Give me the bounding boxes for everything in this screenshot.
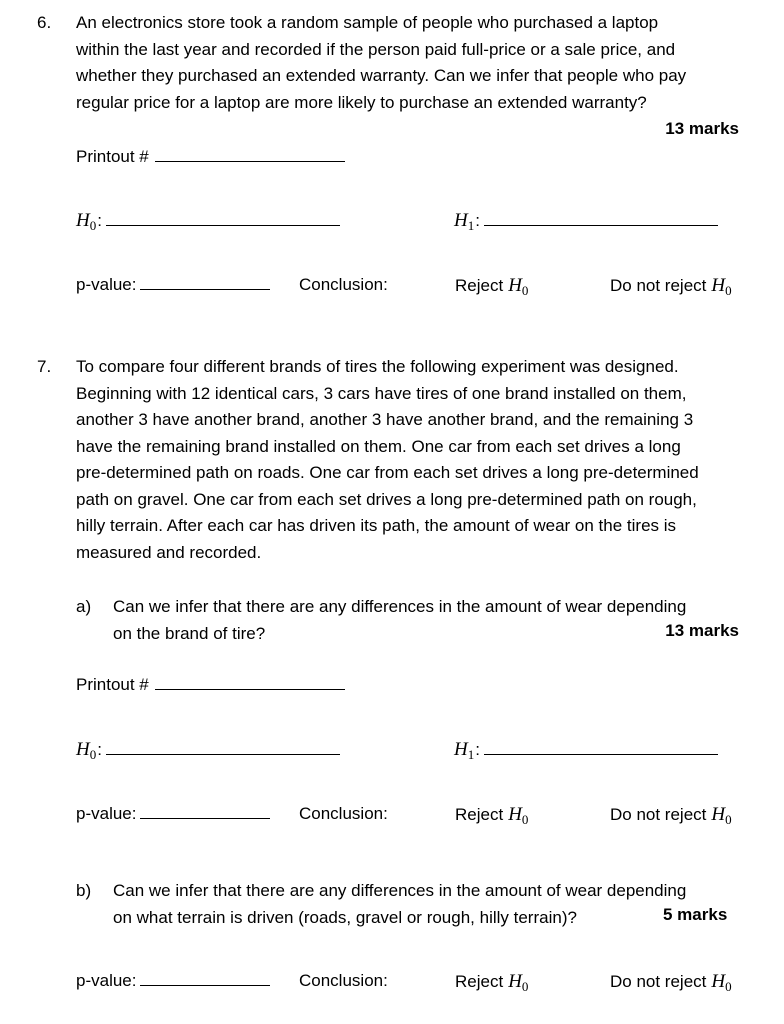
printout-blank[interactable] (155, 688, 345, 690)
pvalue-blank[interactable] (140, 984, 270, 986)
question-6-line: within the last year and recorded if the person paid full-price or a sale price, and (76, 39, 676, 59)
part-b-label: b) (76, 881, 92, 900)
pvalue-blank[interactable] (140, 817, 270, 819)
reject-option[interactable] (455, 804, 528, 828)
q6-h1-row (454, 210, 718, 234)
h1-symbol: $H_1$ (454, 210, 475, 233)
question-7-line: Beginning with 12 identical cars, 3 cars have tires of one brand installed on them, (76, 383, 687, 403)
do-not-reject-label: Do not reject (610, 805, 707, 824)
part-a-line: on the brand of tire? (113, 623, 266, 643)
reject-label: Reject (455, 276, 504, 295)
q7a-h0-row (76, 739, 340, 763)
pvalue-label: p-value: (76, 804, 137, 823)
part-a-line: Can we infer that there are any differences in the amount of wear depending (113, 597, 687, 616)
question-7-text (76, 354, 776, 566)
h0-symbol: $H_0$ (508, 804, 529, 827)
h1-blank[interactable] (484, 224, 718, 226)
pvalue-blank[interactable] (140, 288, 270, 290)
h0-blank[interactable] (106, 753, 340, 755)
question-6-line: whether they purchased an extended warranty. Can we infer that people who pay (76, 66, 687, 85)
conclusion-label: Conclusion: (299, 971, 388, 990)
h1-colon: : (475, 211, 480, 230)
h1-colon: : (475, 740, 480, 759)
question-6-line: regular price for a laptop are more likely to purchase an extended warranty? (76, 92, 647, 112)
conclusion-label: Conclusion: (299, 275, 388, 294)
printout-blank[interactable] (155, 160, 345, 162)
h0-symbol: $H_0$ (508, 971, 529, 994)
question-7-line: To compare four different brands of tires the following experiment was designed. (76, 357, 679, 376)
do-not-reject-option[interactable] (610, 275, 732, 299)
printout-label: Printout # (76, 675, 149, 694)
q6-printout-row (76, 147, 345, 167)
question-7-line: hilly terrain. After each car has driven its path, the amount of wear on the tires is (76, 516, 677, 535)
h0-colon: : (97, 211, 102, 230)
q6-h0-row (76, 210, 340, 234)
h0-symbol: $H_0$ (711, 971, 732, 994)
do-not-reject-label: Do not reject (610, 276, 707, 295)
question-6-marks: 13 marks (665, 119, 739, 138)
question-7-line: have the remaining brand installed on them. One car from each set drives a long (76, 436, 681, 456)
q7a-h1-row (454, 739, 718, 763)
question-7-line: another 3 have another brand, another 3 have another brand, and the remaining 3 (76, 410, 694, 429)
reject-option[interactable] (455, 971, 528, 995)
question-7-number: 7. (37, 357, 52, 376)
part-b-line: Can we infer that there are any differences in the amount of wear depending (113, 881, 687, 900)
h0-colon: : (97, 740, 102, 759)
part-a-label: a) (76, 597, 92, 616)
q7b-pvalue-row (76, 971, 270, 991)
pvalue-label: p-value: (76, 971, 137, 990)
part-a-marks: 13 marks (665, 621, 739, 640)
question-6-number: 6. (37, 13, 52, 32)
h0-symbol: $H_0$ (711, 275, 732, 298)
q7a-pvalue-row (76, 804, 270, 824)
do-not-reject-option[interactable] (610, 971, 732, 995)
reject-label: Reject (455, 805, 504, 824)
q7a-printout-row (76, 675, 345, 695)
question-7-line: measured and recorded. (76, 542, 262, 562)
question-7-line: pre-determined path on roads. One car from each set drives a long pre-determined (76, 463, 699, 482)
h1-blank[interactable] (484, 753, 718, 755)
reject-label: Reject (455, 972, 504, 991)
question-7-line: path on gravel. One car from each set drives a long pre-determined path on rough, (76, 489, 697, 509)
q6-pvalue-row (76, 275, 270, 295)
conclusion-label: Conclusion: (299, 804, 388, 823)
pvalue-label: p-value: (76, 275, 137, 294)
h0-symbol: $H_0$ (508, 275, 529, 298)
h0-symbol: $H_0$ (711, 804, 732, 827)
part-b-line: on what terrain is driven (roads, gravel or rough, hilly terrain)? (113, 907, 577, 927)
h0-symbol: $H_0$ (76, 739, 97, 762)
part-b-marks: 5 marks (663, 905, 728, 924)
reject-option[interactable] (455, 275, 528, 299)
do-not-reject-option[interactable] (610, 804, 732, 828)
h0-blank[interactable] (106, 224, 340, 226)
printout-label: Printout # (76, 147, 149, 166)
h0-symbol: $H_0$ (76, 210, 97, 233)
h1-symbol: $H_1$ (454, 739, 475, 762)
question-6-line: An electronics store took a random sample of people who purchased a laptop (76, 13, 659, 32)
do-not-reject-label: Do not reject (610, 972, 707, 991)
question-6-text (76, 10, 776, 116)
